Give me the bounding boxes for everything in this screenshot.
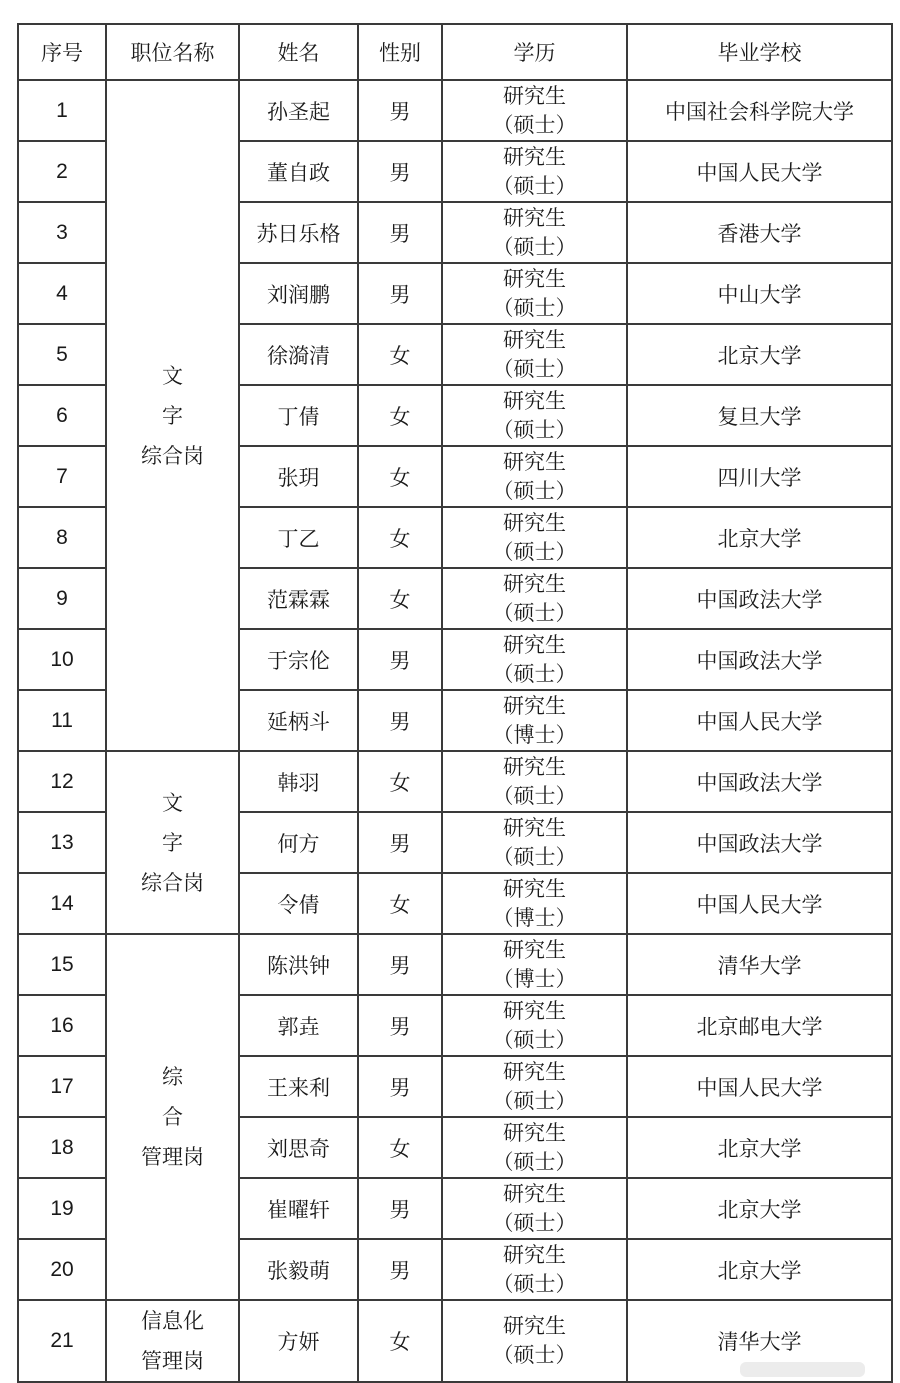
school-cell: 香港大学 xyxy=(627,202,892,263)
seq-cell: 6 xyxy=(18,385,106,446)
education-level: （硕士） xyxy=(492,600,577,625)
seq-cell: 4 xyxy=(18,263,106,324)
post-cell xyxy=(106,934,239,1300)
education-cell xyxy=(442,1056,627,1117)
education-cell xyxy=(442,263,627,324)
education-level: （硕士） xyxy=(492,539,577,564)
gender-cell: 男 xyxy=(358,1056,442,1117)
seq-cell: 7 xyxy=(18,446,106,507)
name-cell: 延柄斗 xyxy=(239,690,358,751)
gender-cell: 女 xyxy=(358,568,442,629)
education-level: （硕士） xyxy=(492,1271,577,1296)
education-degree: 研究生 xyxy=(503,205,566,230)
education-degree: 研究生 xyxy=(503,327,566,352)
school-cell: 北京大学 xyxy=(627,507,892,568)
gender-cell: 女 xyxy=(358,446,442,507)
post-line1: 文 字 xyxy=(162,363,205,428)
seq-cell: 19 xyxy=(18,1178,106,1239)
post-cell xyxy=(106,751,239,934)
school-cell: 中国政法大学 xyxy=(627,751,892,812)
gender-cell: 男 xyxy=(358,629,442,690)
table-row xyxy=(18,80,892,141)
education-level: （博士） xyxy=(492,722,577,747)
name-cell: 董自政 xyxy=(239,141,358,202)
school-cell: 中国人民大学 xyxy=(627,1056,892,1117)
header-seq: 序号 xyxy=(18,24,106,80)
name-cell: 于宗伦 xyxy=(239,629,358,690)
watermark-overlay xyxy=(740,1362,865,1377)
education-degree: 研究生 xyxy=(503,83,566,108)
seq-cell: 21 xyxy=(18,1300,106,1382)
seq-cell: 9 xyxy=(18,568,106,629)
education-cell xyxy=(442,1300,627,1382)
gender-cell: 女 xyxy=(358,1300,442,1382)
table-row xyxy=(18,751,892,812)
education-degree: 研究生 xyxy=(503,876,566,901)
education-degree: 研究生 xyxy=(503,1059,566,1084)
header-name: 姓名 xyxy=(239,24,358,80)
seq-cell: 16 xyxy=(18,995,106,1056)
post-line2: 综合岗 xyxy=(141,443,204,468)
name-cell: 张毅萌 xyxy=(239,1239,358,1300)
education-cell xyxy=(442,751,627,812)
name-cell: 何方 xyxy=(239,812,358,873)
seq-cell: 20 xyxy=(18,1239,106,1300)
gender-cell: 男 xyxy=(358,812,442,873)
education-level: （硕士） xyxy=(492,1027,577,1052)
education-cell xyxy=(442,690,627,751)
post-cell xyxy=(106,80,239,751)
education-degree: 研究生 xyxy=(503,754,566,779)
name-cell: 刘思奇 xyxy=(239,1117,358,1178)
education-cell xyxy=(442,141,627,202)
name-cell: 郭垚 xyxy=(239,995,358,1056)
seq-cell: 2 xyxy=(18,141,106,202)
seq-cell: 13 xyxy=(18,812,106,873)
post-line1: 综 合 xyxy=(162,1065,205,1129)
education-level: （硕士） xyxy=(492,1149,577,1174)
seq-cell: 14 xyxy=(18,873,106,934)
education-degree: 研究生 xyxy=(503,1120,566,1145)
name-cell: 张玥 xyxy=(239,446,358,507)
seq-cell: 10 xyxy=(18,629,106,690)
education-level: （硕士） xyxy=(492,173,577,198)
education-degree: 研究生 xyxy=(503,571,566,596)
name-cell: 陈洪钟 xyxy=(239,934,358,995)
education-degree: 研究生 xyxy=(503,937,566,962)
seq-cell: 15 xyxy=(18,934,106,995)
education-degree: 研究生 xyxy=(503,1181,566,1206)
education-cell xyxy=(442,507,627,568)
post-line2: 管理岗 xyxy=(141,1349,204,1373)
education-level: （硕士） xyxy=(492,783,577,808)
seq-cell: 18 xyxy=(18,1117,106,1178)
education-cell xyxy=(442,1239,627,1300)
header-gender: 性别 xyxy=(358,24,442,80)
school-cell: 中国政法大学 xyxy=(627,812,892,873)
gender-cell: 女 xyxy=(358,1117,442,1178)
education-cell xyxy=(442,1178,627,1239)
school-cell: 北京大学 xyxy=(627,324,892,385)
education-cell xyxy=(442,1117,627,1178)
education-level: （博士） xyxy=(492,966,577,991)
name-cell: 丁倩 xyxy=(239,385,358,446)
header-school: 毕业学校 xyxy=(627,24,892,80)
seq-cell: 3 xyxy=(18,202,106,263)
school-cell: 清华大学 xyxy=(627,1300,892,1382)
name-cell: 苏日乐格 xyxy=(239,202,358,263)
school-cell: 北京邮电大学 xyxy=(627,995,892,1056)
gender-cell: 女 xyxy=(358,751,442,812)
education-cell xyxy=(442,80,627,141)
education-degree: 研究生 xyxy=(503,815,566,840)
gender-cell: 男 xyxy=(358,202,442,263)
seq-cell: 12 xyxy=(18,751,106,812)
school-cell: 中国人民大学 xyxy=(627,690,892,751)
education-degree: 研究生 xyxy=(503,1314,566,1338)
table-body xyxy=(18,80,892,1382)
name-cell: 王来利 xyxy=(239,1056,358,1117)
gender-cell: 女 xyxy=(358,507,442,568)
education-level: （硕士） xyxy=(492,661,577,686)
education-cell xyxy=(442,385,627,446)
gender-cell: 女 xyxy=(358,385,442,446)
school-cell: 中国人民大学 xyxy=(627,873,892,934)
gender-cell: 女 xyxy=(358,324,442,385)
table-row xyxy=(18,934,892,995)
gender-cell: 男 xyxy=(358,995,442,1056)
name-cell: 徐漪清 xyxy=(239,324,358,385)
education-degree: 研究生 xyxy=(503,144,566,169)
gender-cell: 女 xyxy=(358,873,442,934)
school-cell: 北京大学 xyxy=(627,1239,892,1300)
gender-cell: 男 xyxy=(358,263,442,324)
education-cell xyxy=(442,446,627,507)
post-line1: 信息化 xyxy=(141,1309,204,1333)
post-line2: 综合岗 xyxy=(141,870,204,895)
education-degree: 研究生 xyxy=(503,1242,566,1267)
post-cell xyxy=(106,1300,239,1382)
education-level: （硕士） xyxy=(492,1343,577,1367)
name-cell: 崔曜轩 xyxy=(239,1178,358,1239)
education-cell xyxy=(442,629,627,690)
gender-cell: 男 xyxy=(358,1178,442,1239)
education-cell xyxy=(442,812,627,873)
school-cell: 清华大学 xyxy=(627,934,892,995)
education-degree: 研究生 xyxy=(503,388,566,413)
education-level: （硕士） xyxy=(492,1088,577,1113)
gender-cell: 男 xyxy=(358,690,442,751)
post-line2: 管理岗 xyxy=(141,1145,204,1169)
education-degree: 研究生 xyxy=(503,449,566,474)
seq-cell: 8 xyxy=(18,507,106,568)
school-cell: 中国政法大学 xyxy=(627,568,892,629)
education-degree: 研究生 xyxy=(503,266,566,291)
education-level: （硕士） xyxy=(492,1210,577,1235)
education-level: （硕士） xyxy=(492,478,577,503)
gender-cell: 男 xyxy=(358,141,442,202)
header-row xyxy=(18,24,892,80)
post-line1: 文 字 xyxy=(162,790,205,855)
education-level: （硕士） xyxy=(492,234,577,259)
name-cell: 令倩 xyxy=(239,873,358,934)
education-cell xyxy=(442,568,627,629)
seq-cell: 17 xyxy=(18,1056,106,1117)
gender-cell: 男 xyxy=(358,1239,442,1300)
school-cell: 北京大学 xyxy=(627,1117,892,1178)
education-level: （硕士） xyxy=(492,844,577,869)
education-degree: 研究生 xyxy=(503,693,566,718)
name-cell: 韩羽 xyxy=(239,751,358,812)
school-cell: 中国人民大学 xyxy=(627,141,892,202)
school-cell: 复旦大学 xyxy=(627,385,892,446)
name-cell: 孙圣起 xyxy=(239,80,358,141)
education-cell xyxy=(442,934,627,995)
education-degree: 研究生 xyxy=(503,510,566,535)
school-cell: 中山大学 xyxy=(627,263,892,324)
education-cell xyxy=(442,995,627,1056)
personnel-table xyxy=(17,23,893,1383)
education-level: （硕士） xyxy=(492,356,577,381)
education-degree: 研究生 xyxy=(503,998,566,1023)
school-cell: 四川大学 xyxy=(627,446,892,507)
seq-cell: 11 xyxy=(18,690,106,751)
gender-cell: 男 xyxy=(358,80,442,141)
seq-cell: 5 xyxy=(18,324,106,385)
education-cell xyxy=(442,324,627,385)
education-degree: 研究生 xyxy=(503,632,566,657)
name-cell: 范霖霖 xyxy=(239,568,358,629)
education-cell xyxy=(442,202,627,263)
school-cell: 中国政法大学 xyxy=(627,629,892,690)
header-education: 学历 xyxy=(442,24,627,80)
education-level: （博士） xyxy=(492,905,577,930)
education-level: （硕士） xyxy=(492,295,577,320)
name-cell: 丁乙 xyxy=(239,507,358,568)
header-post: 职位名称 xyxy=(106,24,239,80)
gender-cell: 男 xyxy=(358,934,442,995)
seq-cell: 1 xyxy=(18,80,106,141)
school-cell: 北京大学 xyxy=(627,1178,892,1239)
education-level: （硕士） xyxy=(492,417,577,442)
school-cell: 中国社会科学院大学 xyxy=(627,80,892,141)
name-cell: 刘润鹏 xyxy=(239,263,358,324)
name-cell: 方妍 xyxy=(239,1300,358,1382)
education-level: （硕士） xyxy=(492,112,577,137)
education-cell xyxy=(442,873,627,934)
